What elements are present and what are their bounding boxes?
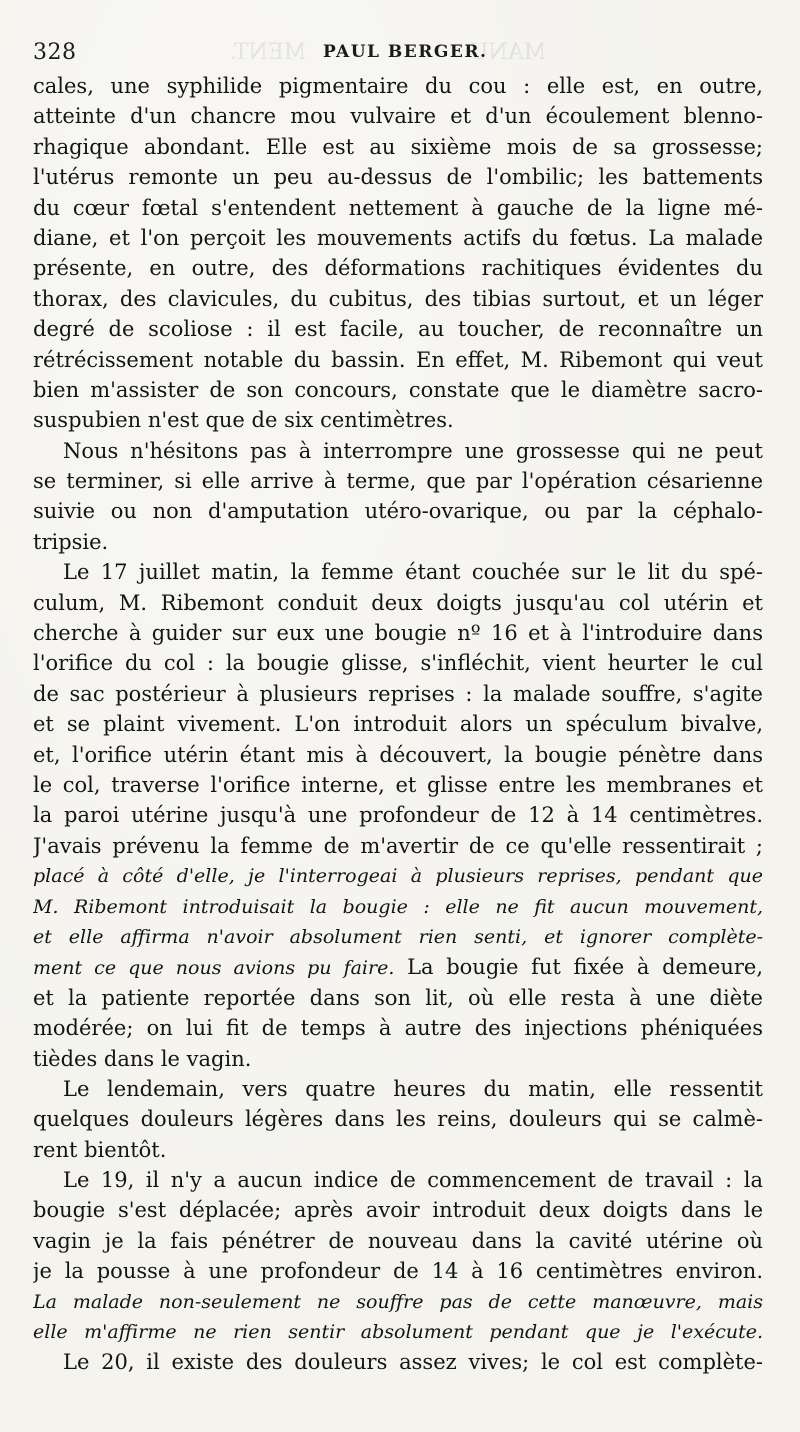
text-line: degré de scoliose : il est facile, au toucher, de reconnaître un: [33, 317, 763, 342]
text-line: de sac postérieur à plusieurs reprises : la malade souffre, s'agite: [33, 681, 763, 706]
text-line: vagin je la fais pénétrer de nouveau dans la cavité utérine où: [33, 1228, 763, 1253]
page-number: 328: [33, 40, 77, 65]
text-line: Le lendemain, vers quatre heures du matin, elle ressentit: [63, 1076, 763, 1101]
text-line: je la pousse à une profondeur de 14 à 16 centimètres environ.: [33, 1259, 763, 1284]
text-line: rhagique abondant. Elle est au sixième mois de sa grossesse;: [33, 134, 763, 159]
show-through-text: MENT. MANU: [230, 40, 547, 65]
italic-text-line: La malade non-seulement ne souffre pas de cette manœuvre, mais: [33, 1290, 763, 1313]
text-line: Le 17 juillet matin, la femme étant couchée sur le lit du spé-: [63, 560, 763, 585]
text-line: culum, M. Ribemont conduit deux doigts jusqu'au col utérin et: [33, 590, 763, 615]
text-line: quelques douleurs légères dans les reins, douleurs qui se calmè-: [33, 1107, 763, 1132]
mixed-text-line: [33, 952, 763, 982]
text-line: du cœur fœtal s'entendent nettement à gauche de la ligne mé-: [33, 195, 763, 220]
text-line: présente, en outre, des déformations rachitiques évidentes du: [33, 256, 763, 281]
italic-text-line: M. Ribemont introduisait la bougie : elle ne fit aucun mouvement,: [33, 895, 763, 918]
text-line: la paroi utérine jusqu'à une profondeur de 12 à 14 centimètres.: [33, 803, 763, 828]
text-line: atteinte d'un chancre mou vulvaire et d'un écoulement blenno-: [33, 104, 763, 129]
text-line: rétrécissement notable du bassin. En effet, M. Ribemont qui veut: [33, 347, 763, 372]
text-line: et se plaint vivement. L'on introduit alors un spéculum bivalve,: [33, 712, 763, 737]
text-line: bien m'assister de son concours, constate que le diamètre sacro-: [33, 377, 763, 402]
text-line: tièdes dans le vagin.: [33, 1046, 252, 1071]
body-text: [33, 71, 763, 1378]
text-line: l'orifice du col : la bougie glisse, s'infléchit, vient heurter le cul: [33, 651, 763, 676]
roman-fragment: La bougie fut fixée à demeure,: [394, 955, 763, 980]
text-line: modérée; on lui fit de temps à autre des injections phéniquées: [33, 1016, 763, 1041]
text-line: thorax, des clavicules, du cubitus, des tibias surtout, et un léger: [33, 286, 763, 311]
text-line: bougie s'est déplacée; après avoir introduit deux doigts dans le: [33, 1198, 763, 1223]
text-line: l'utérus remonte un peu au-dessus de l'ombilic; les battements: [33, 165, 763, 190]
text-line: diane, et l'on perçoit les mouvements actifs du fœtus. La malade: [33, 225, 763, 250]
italic-text-line: et elle affirma n'avoir absolument rien senti, et ignorer complète-: [33, 925, 763, 948]
text-line: suspubien n'est que de six centimètres.: [33, 408, 454, 433]
text-line: tripsie.: [33, 529, 109, 554]
italic-fragment: ment ce que nous avions pu faire.: [33, 957, 395, 980]
text-line: cales, une syphilide pigmentaire du cou : elle est, en outre,: [33, 74, 763, 98]
text-line: cherche à guider sur eux une bougie nº 16 et à l'introduire dans: [33, 621, 763, 646]
text-line: et la patiente reportée dans son lit, où elle resta à une diète: [33, 985, 763, 1010]
text-line: le col, traverse l'orifice interne, et glisse entre les membranes et: [33, 772, 763, 797]
running-head: PAUL BERGER.: [323, 42, 488, 62]
text-line: et, l'orifice utérin étant mis à découvert, la bougie pénètre dans: [33, 742, 763, 767]
text-line: Le 19, il n'y a aucun indice de commencement de travail : la: [63, 1168, 763, 1193]
text-line: Le 20, il existe des douleurs assez vives; le col est complète-: [63, 1350, 763, 1375]
italic-text-line: placé à côté d'elle, je l'interrogeai à plusieurs reprises, pendant que: [33, 865, 763, 888]
text-line: J'avais prévenu la femme de m'avertir de ce qu'elle ressentirait ;: [33, 833, 763, 858]
text-line: rent bientôt.: [33, 1137, 167, 1162]
text-line: se terminer, si elle arrive à terme, que par l'opération césarienne: [33, 469, 763, 494]
text-line: Nous n'hésitons pas à interrompre une grossesse qui ne peut: [63, 438, 763, 463]
italic-text-line: elle m'affirme ne rien sentir absolument pendant que je l'exécute.: [33, 1321, 763, 1344]
page-header: [33, 38, 763, 68]
text-line: suivie ou non d'amputation utéro-ovarique, ou par la céphalo-: [33, 499, 763, 524]
